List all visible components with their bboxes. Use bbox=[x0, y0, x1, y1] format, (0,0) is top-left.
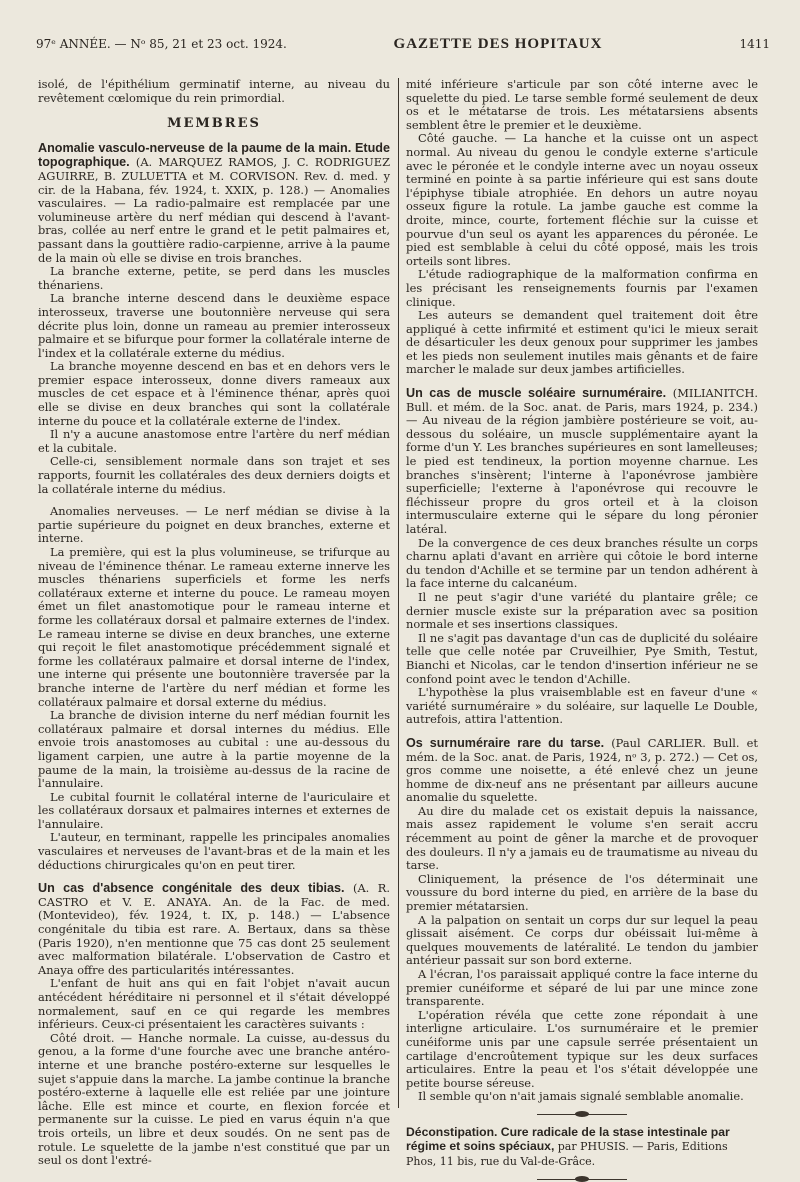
left-column bbox=[38, 77, 390, 1168]
paragraph: La première, qui est la plus volumineuse, se trifurque au niveau de l'éminence thénar. Le rameau externe innerve les muscles thénariens superficiels et forme les nerfs collatéraux externe et interne du pouce. Le rameau moyen émet un filet anastomotique pour le rameau interne et forme les collatéraux dorsal et palmaire externes de l'index. Le rameau interne se divise en deux branches, une externe qui reçoit le filet anastomotique précédemment signalé et forme les collatéraux palmaire et dorsal interne de l'index, une interne qui présente une boutonnière traversée par la branche interne de l'artère du nerf médian et forme les collatéraux palmaire et dorsal externe du médius. bbox=[38, 545, 390, 709]
article-reference: (Paul CARLIER. Bull. et mém. de la Soc. anat. de Paris, 1924, nᵒ 3, p. 272.) — Cet os, gros comme une noisette, a été enlevé chez un jeune homme de dix-neuf ans ne présentant par ailleurs aucune anomalie du squelette. bbox=[406, 735, 758, 805]
article-reference: (A. R. CASTRO et V. E. ANAYA. An. de la Fac. de med. (Montevideo), fév. 1924, t. IX, p. 148.) — L'absence congénitale du tibia est rare. A. Bertaux, dans sa thèse (Paris 1920), n'en mentionne que 75 cas dont 25 seulement avec malformation bilatérale. L'observation de Castro et Anaya offre des particularités intéressantes. bbox=[38, 881, 390, 977]
journal-title: GAZETTE DES HOPITAUX bbox=[393, 36, 603, 52]
issue-info: 97ᵉ ANNÉE. — Nᵒ 85, 21 et 23 oct. 1924. bbox=[36, 37, 287, 51]
column-divider bbox=[398, 78, 399, 1108]
paragraph: Le cubital fournit le collatéral interne de l'auriculaire et les collatéraux dorsaux et palmaires internes et externes de l'annulaire. bbox=[38, 789, 390, 831]
separator-ornament bbox=[537, 1179, 627, 1180]
intro-paragraph: isolé, de l'épithélium germinatif interne, au niveau du revêtement cœlomique du rein primordial. bbox=[38, 77, 390, 105]
right-column bbox=[406, 77, 759, 1168]
article-title: Anomalie vasculo-nerveuse de la paume de la main. Etude topographique. bbox=[38, 140, 390, 170]
paragraph: mité inférieure s'articule par son côté interne avec le squelette du pied. Le tarse semble formé seulement de deux os et le métatarse de trois. Les métatarsiens absents semblent être le premier et le deuxième. bbox=[406, 77, 758, 132]
announcement-title: Déconstipation. Cure radicale de la stase intestinale par régime et soins spéciaux, bbox=[406, 1124, 730, 1153]
paragraph: Il semble qu'on n'ait jamais signalé semblable anomalie. bbox=[418, 1089, 744, 1104]
section-title: MEMBRES bbox=[167, 116, 261, 132]
paragraph: L'auteur, en terminant, rappelle les principales anomalies vasculaires et nerveuses de l'avant-bras et de la main et les déductions chirurgicales qu'on en peut tirer. bbox=[38, 830, 390, 872]
paragraph: Il ne peut s'agir d'une variété du plantaire grêle; ce dernier muscle existe sur la préparation avec sa position normale et ses insertions classiques. bbox=[406, 589, 758, 632]
page-header bbox=[36, 36, 770, 60]
paragraph: La branche moyenne descend en bas et en dehors vers le premier espace interosseux, donne divers rameaux aux muscles de cet espace et à l'éminence thénar, après quoi elle se divise en deux branches qui sont la collatérale interne du pouce et la collatérale externe de l'index. bbox=[38, 359, 390, 428]
paragraph: Côté gauche. — La hanche et la cuisse ont un aspect normal. Au niveau du genou le condyle externe s'articule avec le péronée et le condyle interne avec un noyau osseux terminé en pointe à sa partie inférieure qui est sans doute l'épiphyse tibiale atrophiée. En dehors un autre noyau osseux figure la rotule. La jambe gauche est comme la droite, mince, courte, fortement fléchie sur la cuisse et pourvue d'un seul os ayant les apparences du péronée. Le pied est semblable à celui du côté opposé, mais les trois orteils sont libres. bbox=[406, 131, 758, 268]
paragraph: L'hypothèse la plus vraisemblable est en faveur d'une « variété surnuméraire » du soléaire, sur laquelle Le Double, autrefois, attira l'attention. bbox=[406, 685, 758, 727]
paragraph: Il ne s'agit pas davantage d'un cas de duplicité du soléaire telle que celle notée par Cruveilhier, Pye Smith, Testut, Bianchi et Nicolas, car le tendon d'insertion inférieur ne se confond point avec le tendon d'Achille. bbox=[406, 630, 758, 686]
paragraph: Côté droit. — Hanche normale. La cuisse, au-dessus du genou, a la forme d'une fourche avec une branche antéro-interne et une branche postéro-externe sur lesquelles le sujet s'appuie dans la marche. La jambe continue la branche postéro-externe à laquelle elle est reliée par une jointure lâche. Elle est mince et courte, en flexion forcée et permanente sur la cuisse. Le pied en varus équin n'a que trois orteils, un libre et deux soudés. On ne sent pas de rotule. Le squelette de la jambe n'est constitué que par un seul os dont l'extré- bbox=[38, 1030, 390, 1168]
paragraph: A la palpation on sentait un corps dur sur lequel la peau glissait aisément. Ce corps dur obéissait lui-même à quelques mouvements de latéralité. Le tendon du jambier antérieur passait sur son bord externe. bbox=[406, 912, 758, 968]
paragraph: Les auteurs se demandent quel traitement doit être appliqué à cette infirmité et estiment qu'ici le mieux serait de désarticuler les deux genoux pour supprimer les jambes et les pieds non seulement inutiles mais gênants et de faire marcher le malade sur deux jambes artificielles. bbox=[406, 308, 758, 377]
paragraph: Cliniquement, la présence de l'os déterminait une voussure du bord interne du pied, en arrière de la base du premier métatarsien. bbox=[406, 871, 758, 914]
paragraph: La branche externe, petite, se perd dans les muscles thénariens. bbox=[38, 264, 390, 292]
paragraph: Celle-ci, sensiblement normale dans son trajet et ses rapports, fournit les collatérales des deux derniers doigts et la collatérale interne du médius. bbox=[38, 454, 390, 496]
paragraph: La branche interne descend dans le deuxième espace interosseux, traverse une boutonnière nerveuse qui sera décrite plus loin, donne un rameau au premier interosseux palmaire et se bifurque pour former la collatérale interne de l'index et la collatérale externe du médius. bbox=[38, 291, 390, 360]
paragraph: Anomalies nerveuses. — Le nerf médian se divise à la partie supérieure du poignet en deux branches, externe et interne. bbox=[38, 504, 390, 546]
paragraph: Il n'y a aucune anastomose entre l'artère du nerf médian et la cubitale. bbox=[38, 427, 390, 455]
paragraph: L'opération révéla que cette zone répondait à une interligne articulaire. L'os surnuméraire et le premier cunéiforme unis par une capsule serrée présentaient un cartilage d'encroûtement typique sur les deux surfaces articulaires. Entre la peau et l'os s'était développée une petite bourse séreuse. bbox=[406, 1007, 758, 1090]
article-title: Un cas d'absence congénitale des deux tibias. bbox=[38, 881, 345, 896]
page-number: 1411 bbox=[739, 37, 770, 51]
book-announcement bbox=[406, 1125, 758, 1169]
article-reference: (A. MARQUEZ RAMOS, J. C. RODRIGUEZ AGUIRRE, B. ZULUETTA et M. CORVISON. Rev. d. med. y cir. de la Habana, fév. 1924, t. XXIX, p. 128.) — Anomalies vasculaires. — La radio-palmaire est remplacée par une volumineuse artère du nerf médian qui descend à l'avant-bras, collée au nerf entre le grand et le petit palmaires et, passant dans la gouttière radio-carpienne, arrive à la paume de la main où elle se divise en trois branches. bbox=[38, 155, 390, 265]
separator-ornament bbox=[537, 1114, 627, 1115]
paragraph: La branche de division interne du nerf médian fournit les collatéraux palmaire et dorsal internes du médius. Elle envoie trois anastomoses au cubital : une au-dessous du ligament carpien, une autre à la partie moyenne de la paume de la main, la troisième au-dessus de la racine de l'annulaire. bbox=[38, 708, 390, 791]
paragraph: De la convergence de ces deux branches résulte un corps charnu aplati d'avant en arrière qui côtoie le bord interne du tendon d'Achille et se termine par un tendon adhérent à la face interne du calcanéum. bbox=[406, 535, 758, 591]
article-title: Os surnuméraire rare du tarse. bbox=[406, 735, 605, 750]
paragraph: Au dire du malade cet os existait depuis la naissance, mais assez rapidement le volume s'en serait accru récemment au point de gêner la marche et de provoquer des douleurs. Il n'y a jamais eu de traumatisme au niveau du tarse. bbox=[406, 803, 758, 873]
paragraph: L'enfant de huit ans qui en fait l'objet n'avait aucun antécédent héréditaire ni personnel et il s'était développé normalement, sauf en ce qui regarde les membres inférieurs. Ceux-ci présentaient les caractères suivants : bbox=[38, 976, 390, 1032]
paragraph: A l'écran, l'os paraissait appliqué contre la face interne du premier cunéiforme et séparé de lui par une mince zone transparente. bbox=[406, 967, 758, 1009]
announcement-publisher: par PHUSIS. — Paris, Editions Phos, 11 bis, rue du Val-de-Grâce. bbox=[406, 1139, 728, 1168]
paragraph: L'étude radiographique de la malformation confirma en les précisant les renseignements fournis par l'examen clinique. bbox=[406, 267, 758, 309]
article-title: Un cas de muscle soléaire surnuméraire. bbox=[406, 386, 667, 401]
article-reference: (MILIANITCH. Bull. et mém. de la Soc. anat. de Paris, mars 1924, p. 234.) — Au niveau de la région jambière postérieure se voit, au-dessous du soléaire, un muscle supplémentaire ayant la forme d'un Y. Les branches supérieures en sont lamelleuses; le pied est tendineux, la portion moyenne charnue. Les branches s'insèrent; l'interne à l'aponévrose jambière superficielle; l'externe à l'aponévrose qui recouvre le fléchisseur propre du gros orteil et à la cloison intermusculaire externe qui le sépare du long péronier latéral. bbox=[406, 386, 759, 536]
